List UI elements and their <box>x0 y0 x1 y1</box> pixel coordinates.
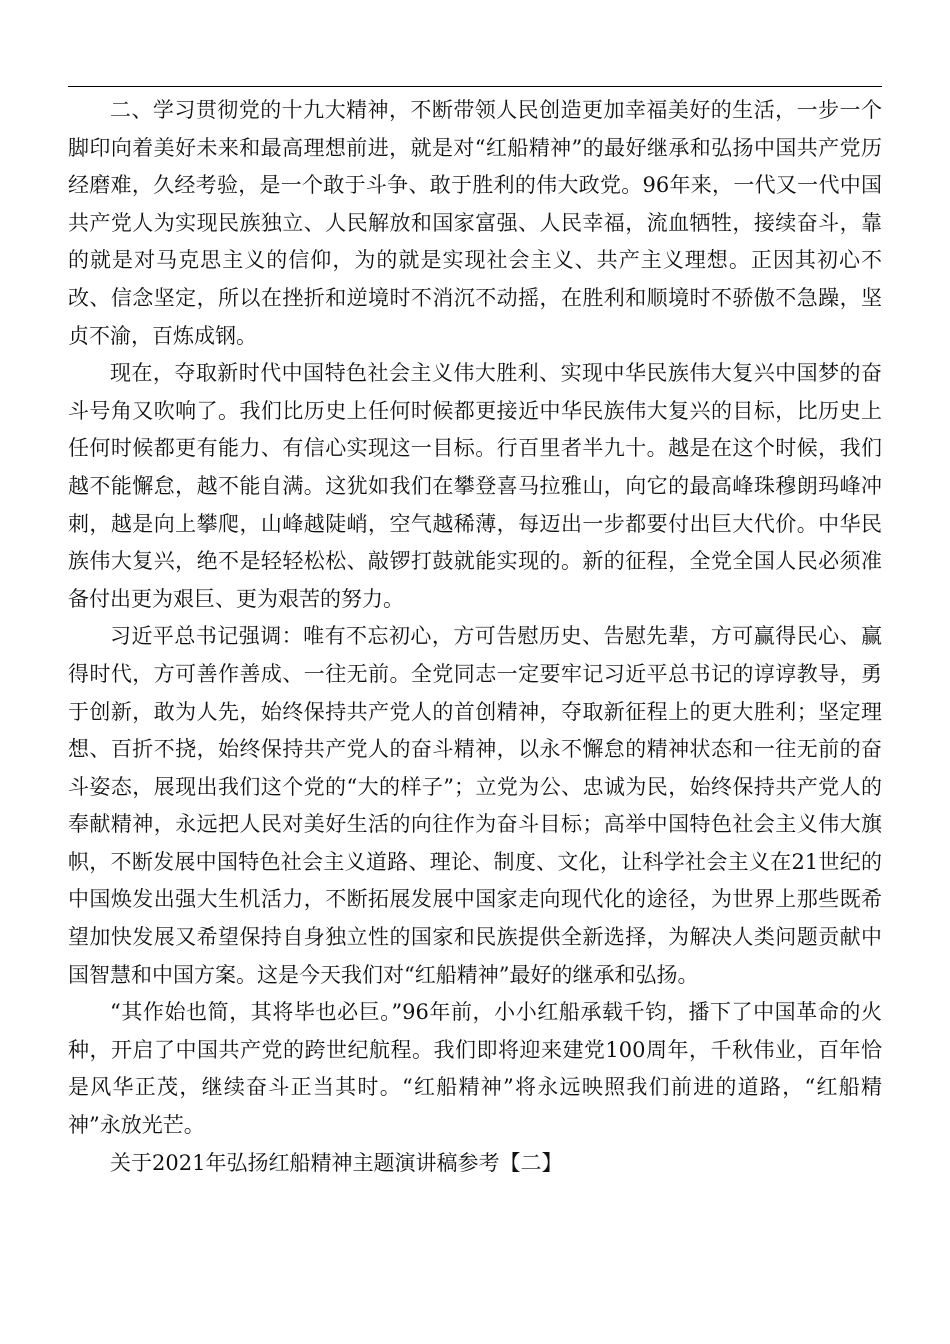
paragraph-3: 习近平总书记强调：唯有不忘初心，方可告慰历史、告慰先辈，方可赢得民心、赢得时代，方可善作善成、一往无前。全党同志一定要牢记习近平总书记的谆谆教导，勇于创新，敢为人先，始终保持共产党人的首创精神，夺取新征程上的更大胜利；坚定理想、百折不挠，始终保持共产党人的奋斗精神，以永不懈怠的精神状态和一往无前的奋斗姿态，展现出我们这个党的“大的样子”；立党为公、忠诚为民，始终保持共产党人的奉献精神，永远把人民对美好生活的向往作为奋斗目标；高举中国特色社会主义伟大旗帜，不断发展中国特色社会主义道路、理论、制度、文化，让科学社会主义在21世纪的中国焕发出强大生机活力，不断拓展发展中国家走向现代化的途径，为世界上那些既希望加快发展又希望保持自身独立性的国家和民族提供全新选择，为解决人类问题贡献中国智慧和中国方案。这是今天我们对“红船精神”最好的继承和弘扬。 <box>68 624 882 987</box>
header-rule <box>68 86 882 87</box>
paragraph-4: “其作始也简，其将毕也必巨。”96年前，小小红船承载千钧，播下了中国革命的火种，开启了中国共产党的跨世纪航程。我们即将迎来建党100周年，千秋伟业，百年恰是风华正茂，继续奋斗正当其时。“红船精神”将永远映照我们前进的道路，“红船精神”永放光芒。 <box>68 1000 882 1138</box>
paragraph-2: 现在，夺取新时代中国特色社会主义伟大胜利、实现中华民族伟大复兴中国梦的奋斗号角又吹响了。我们比历史上任何时候都更接近中华民族伟大复兴的目标，比历史上任何时候都更有能力、有信心实现这一目标。行百里者半九十。越是在这个时候，我们越不能懈怠，越不能自满。这犹如我们在攀登喜马拉雅山，向它的最高峰珠穆朗玛峰冲刺，越是向上攀爬，山峰越陡峭，空气越稀薄，每迈出一步都要付出巨大代价。中华民族伟大复兴，绝不是轻轻松松、敲锣打鼓就能实现的。新的征程，全党全国人民必须准备付出更为艰巨、更为艰苦的努力。 <box>68 361 882 611</box>
paragraph-1: 二、学习贯彻党的十九大精神，不断带领人民创造更加幸福美好的生活，一步一个脚印向着美好未来和最高理想前进，就是对“红船精神”的最好继承和弘扬中国共产党历经磨难，久经考验，是一个敢于斗争、敢于胜利的伟大政党。96年来，一代又一代中国共产党人为实现民族独立、人民解放和国家富强、人民幸福，流血牺牲，接续奋斗，靠的就是对马克思主义的信仰，为的就是实现社会主义、共产主义理想。正因其初心不改、信念坚定，所以在挫折和逆境时不消沉不动摇，在胜利和顺境时不骄傲不急躁，坚贞不渝，百炼成钢。 <box>68 98 882 348</box>
document-body <box>68 92 882 1182</box>
section-heading: 关于2021年弘扬红船精神主题演讲稿参考【二】 <box>110 1150 563 1175</box>
